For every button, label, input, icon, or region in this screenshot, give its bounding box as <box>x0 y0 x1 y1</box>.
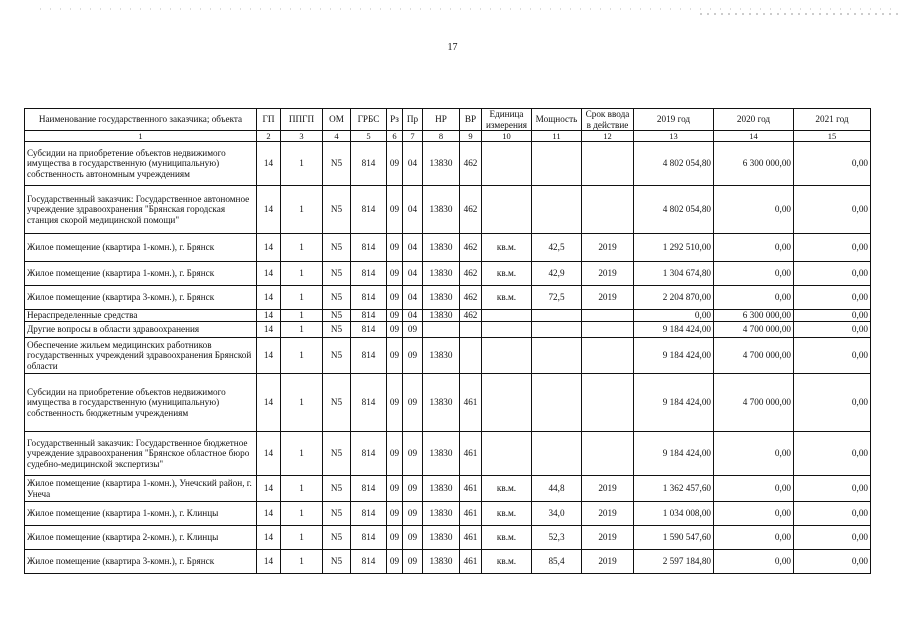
header-cell: ОМ <box>323 109 351 131</box>
header-cell: ППГП <box>281 109 323 131</box>
table-cell: 0,00 <box>714 234 794 262</box>
table-cell: 461 <box>460 526 482 550</box>
table-cell: 1 034 008,00 <box>634 502 714 526</box>
table-cell: 0,00 <box>714 502 794 526</box>
table-cell: 1 <box>281 338 323 374</box>
row-name-cell: Жилое помещение (квартира 1-комн.), г. Брянск <box>25 234 257 262</box>
table-cell: 09 <box>403 338 423 374</box>
table-cell: 52,3 <box>532 526 582 550</box>
header-cell: ГП <box>257 109 281 131</box>
column-number: 1 <box>25 131 257 142</box>
table-cell: 14 <box>257 262 281 286</box>
table-cell: 0,00 <box>714 476 794 502</box>
table-cell: N5 <box>323 322 351 338</box>
table-cell: 09 <box>403 550 423 574</box>
table-cell: 2019 <box>582 476 634 502</box>
table-row <box>25 550 871 574</box>
row-name-cell: Жилое помещение (квартира 2-комн.), г. Клинцы <box>25 526 257 550</box>
table-cell: 09 <box>403 322 423 338</box>
table-cell <box>532 142 582 186</box>
table-cell: 814 <box>351 476 387 502</box>
table-cell: 13830 <box>423 142 460 186</box>
header-cell: 2019 год <box>634 109 714 131</box>
table-cell: 0,00 <box>714 286 794 310</box>
table-cell: 4 700 000,00 <box>714 322 794 338</box>
table-cell: 09 <box>387 286 403 310</box>
table-cell: 461 <box>460 502 482 526</box>
table-cell: 2019 <box>582 286 634 310</box>
table-cell: 34,0 <box>532 502 582 526</box>
table-cell: 0,00 <box>634 310 714 322</box>
table-cell: 14 <box>257 526 281 550</box>
table-cell: 09 <box>387 338 403 374</box>
table-cell: 0,00 <box>714 550 794 574</box>
table-cell: 0,00 <box>794 432 871 476</box>
table-cell: 14 <box>257 374 281 432</box>
table-cell: 814 <box>351 502 387 526</box>
table-cell: кв.м. <box>482 550 532 574</box>
table-cell <box>582 186 634 234</box>
table-cell: 2 204 870,00 <box>634 286 714 310</box>
table-cell <box>482 338 532 374</box>
table-cell: 09 <box>387 432 403 476</box>
table-cell: 0,00 <box>794 476 871 502</box>
row-name-cell: Обеспечение жильем медицинских работников государственных учреждений здравоохранения Брянской области <box>25 338 257 374</box>
table-cell: 1 292 510,00 <box>634 234 714 262</box>
table-cell: 14 <box>257 310 281 322</box>
table-cell: 2 597 184,80 <box>634 550 714 574</box>
table-cell: 0,00 <box>794 186 871 234</box>
table-cell: 1 <box>281 186 323 234</box>
table-cell: 13830 <box>423 476 460 502</box>
table-cell: кв.м. <box>482 286 532 310</box>
column-number: 13 <box>634 131 714 142</box>
table-cell: 1 <box>281 310 323 322</box>
table-cell: 09 <box>403 374 423 432</box>
table-cell: 13830 <box>423 502 460 526</box>
header-cell: 2021 год <box>794 109 871 131</box>
table-cell: 1 <box>281 286 323 310</box>
table-cell: 04 <box>403 234 423 262</box>
table-cell <box>532 374 582 432</box>
table-cell: N5 <box>323 186 351 234</box>
table-cell: 09 <box>387 502 403 526</box>
header-cell: Рз <box>387 109 403 131</box>
table-cell: N5 <box>323 234 351 262</box>
column-number: 6 <box>387 131 403 142</box>
table-cell: 0,00 <box>794 310 871 322</box>
table-cell <box>482 374 532 432</box>
table-cell: N5 <box>323 374 351 432</box>
row-name-cell: Жилое помещение (квартира 3-комн.), г. Брянск <box>25 286 257 310</box>
table-row <box>25 262 871 286</box>
table-cell: 461 <box>460 550 482 574</box>
table-cell: 13830 <box>423 374 460 432</box>
table-cell: 1 <box>281 234 323 262</box>
table-cell: 09 <box>387 476 403 502</box>
table-cell: кв.м. <box>482 502 532 526</box>
table-cell: 85,4 <box>532 550 582 574</box>
table-cell: 0,00 <box>794 374 871 432</box>
table-cell: 0,00 <box>794 338 871 374</box>
page-number: 17 <box>447 42 458 53</box>
table-cell: 14 <box>257 286 281 310</box>
table-cell: 1 <box>281 432 323 476</box>
table-cell: N5 <box>323 262 351 286</box>
table-cell: 09 <box>403 526 423 550</box>
table-cell: 14 <box>257 234 281 262</box>
table-cell: 09 <box>387 262 403 286</box>
scan-edge-marks <box>0 0 905 18</box>
table-cell: 42,9 <box>532 262 582 286</box>
table-cell: 14 <box>257 476 281 502</box>
table-cell: 13830 <box>423 338 460 374</box>
header-cell: 2020 год <box>714 109 794 131</box>
table-cell: 09 <box>387 186 403 234</box>
table-cell: 2019 <box>582 262 634 286</box>
table-cell <box>532 338 582 374</box>
table-cell: N5 <box>323 310 351 322</box>
table-cell: 4 700 000,00 <box>714 338 794 374</box>
table-cell: 1 <box>281 374 323 432</box>
table-cell: 1 <box>281 476 323 502</box>
table-cell: 1 <box>281 262 323 286</box>
table-cell: 09 <box>403 432 423 476</box>
table-cell: 0,00 <box>794 234 871 262</box>
table-cell: 6 300 000,00 <box>714 142 794 186</box>
table-cell: 814 <box>351 262 387 286</box>
column-number: 14 <box>714 131 794 142</box>
table-cell: 09 <box>387 234 403 262</box>
table-body <box>25 142 871 574</box>
table-cell: 72,5 <box>532 286 582 310</box>
table-cell: 814 <box>351 286 387 310</box>
table-cell <box>582 142 634 186</box>
table-cell: 0,00 <box>794 262 871 286</box>
table-cell: 1 <box>281 502 323 526</box>
table-cell <box>423 322 460 338</box>
table-cell: 462 <box>460 186 482 234</box>
table-cell: 462 <box>460 262 482 286</box>
table-cell: 814 <box>351 432 387 476</box>
table-cell: N5 <box>323 476 351 502</box>
header-cell: Пр <box>403 109 423 131</box>
table-cell: 14 <box>257 432 281 476</box>
table-cell: 814 <box>351 374 387 432</box>
column-number: 5 <box>351 131 387 142</box>
table-cell <box>582 338 634 374</box>
header-cell: Единица измерения <box>482 109 532 131</box>
row-name-cell: Субсидии на приобретение объектов недвижимого имущества в государственную (муниципальную) собственность автономным учреждениям <box>25 142 257 186</box>
table-cell: 13830 <box>423 286 460 310</box>
header-cell: НР <box>423 109 460 131</box>
table-cell: N5 <box>323 142 351 186</box>
table-cell: 4 802 054,80 <box>634 186 714 234</box>
table-cell <box>532 186 582 234</box>
table-cell: 2019 <box>582 550 634 574</box>
table-cell: 9 184 424,00 <box>634 432 714 476</box>
table-cell: 6 300 000,00 <box>714 310 794 322</box>
table-cell: 09 <box>387 310 403 322</box>
table-cell: 462 <box>460 310 482 322</box>
row-name-cell: Государственный заказчик: Государственное бюджетное учреждение здравоохранения "Брянское областное бюро судебно-медицинской экспертизы" <box>25 432 257 476</box>
table-cell: 0,00 <box>714 262 794 286</box>
table-cell: 14 <box>257 142 281 186</box>
table-cell: 14 <box>257 550 281 574</box>
table-cell: 1 304 674,80 <box>634 262 714 286</box>
table-cell: 09 <box>387 374 403 432</box>
table-row <box>25 338 871 374</box>
table-cell: 13830 <box>423 186 460 234</box>
table-cell: 42,5 <box>532 234 582 262</box>
table-cell: 1 <box>281 142 323 186</box>
table-cell: 462 <box>460 286 482 310</box>
table-cell: N5 <box>323 338 351 374</box>
budget-table <box>24 108 871 574</box>
table-row <box>25 374 871 432</box>
table-cell: 09 <box>387 526 403 550</box>
column-number: 3 <box>281 131 323 142</box>
table-cell: 14 <box>257 502 281 526</box>
table-cell: 0,00 <box>714 526 794 550</box>
table-cell: 814 <box>351 338 387 374</box>
table-cell: 461 <box>460 374 482 432</box>
table-cell <box>482 322 532 338</box>
column-number: 9 <box>460 131 482 142</box>
table-cell: 0,00 <box>714 432 794 476</box>
column-number: 10 <box>482 131 532 142</box>
column-number: 15 <box>794 131 871 142</box>
table-row <box>25 322 871 338</box>
table-cell: 462 <box>460 234 482 262</box>
table-row <box>25 526 871 550</box>
row-name-cell: Другие вопросы в области здравоохранения <box>25 322 257 338</box>
row-name-cell: Субсидии на приобретение объектов недвижимого имущества в государственную (муниципальную) собственность бюджетным учреждениям <box>25 374 257 432</box>
table-cell: 1 <box>281 550 323 574</box>
table-cell: 2019 <box>582 502 634 526</box>
table-cell: 814 <box>351 186 387 234</box>
table-cell: 14 <box>257 338 281 374</box>
table-cell: 13830 <box>423 550 460 574</box>
table-cell: 0,00 <box>794 322 871 338</box>
table-cell <box>482 186 532 234</box>
table-cell: 09 <box>387 322 403 338</box>
table-cell: 09 <box>387 550 403 574</box>
table-cell <box>482 142 532 186</box>
row-name-cell: Государственный заказчик: Государственное автономное учреждение здравоохранения "Брянская городская станция скорой медицинской помощи" <box>25 186 257 234</box>
table-cell: кв.м. <box>482 476 532 502</box>
table-cell <box>460 322 482 338</box>
header-cell: ВР <box>460 109 482 131</box>
column-number: 4 <box>323 131 351 142</box>
table-cell: 461 <box>460 476 482 502</box>
table-cell: кв.м. <box>482 262 532 286</box>
table-cell: кв.м. <box>482 526 532 550</box>
header-cell: ГРБС <box>351 109 387 131</box>
column-number: 7 <box>403 131 423 142</box>
table-cell: 814 <box>351 142 387 186</box>
table-cell: 14 <box>257 186 281 234</box>
table-row <box>25 476 871 502</box>
column-number: 12 <box>582 131 634 142</box>
table-cell <box>532 310 582 322</box>
table-row <box>25 234 871 262</box>
table-cell: 04 <box>403 142 423 186</box>
table-cell <box>532 322 582 338</box>
header-row <box>25 109 871 131</box>
table-row <box>25 186 871 234</box>
table-cell: 814 <box>351 526 387 550</box>
table-cell <box>482 432 532 476</box>
column-number: 8 <box>423 131 460 142</box>
table-cell <box>582 374 634 432</box>
table-cell: 0,00 <box>794 526 871 550</box>
table-cell: N5 <box>323 286 351 310</box>
table-cell: 13830 <box>423 262 460 286</box>
table-cell: 462 <box>460 142 482 186</box>
column-number: 2 <box>257 131 281 142</box>
table-cell: 04 <box>403 286 423 310</box>
header-cell: Наименование государственного заказчика; объекта <box>25 109 257 131</box>
table-cell: 04 <box>403 310 423 322</box>
table-cell <box>532 432 582 476</box>
table-cell: 814 <box>351 550 387 574</box>
table-cell <box>482 310 532 322</box>
table-cell: 0,00 <box>714 186 794 234</box>
table-cell <box>582 432 634 476</box>
table-cell: N5 <box>323 432 351 476</box>
table-row <box>25 502 871 526</box>
table-cell: 1 <box>281 322 323 338</box>
table-cell: 2019 <box>582 526 634 550</box>
table-cell: 09 <box>403 502 423 526</box>
table-cell: 0,00 <box>794 502 871 526</box>
column-number: 11 <box>532 131 582 142</box>
row-name-cell: Жилое помещение (квартира 1-комн.), г. Клинцы <box>25 502 257 526</box>
table-cell: 04 <box>403 262 423 286</box>
table-row <box>25 286 871 310</box>
header-cell: Мощность <box>532 109 582 131</box>
row-name-cell: Жилое помещение (квартира 3-комн.), г. Брянск <box>25 550 257 574</box>
table-cell: 814 <box>351 310 387 322</box>
table-cell: 0,00 <box>794 286 871 310</box>
table-cell <box>460 338 482 374</box>
table-row <box>25 142 871 186</box>
header-cell: Срок ввода в действие <box>582 109 634 131</box>
table-row <box>25 310 871 322</box>
table-cell: 461 <box>460 432 482 476</box>
table-cell: 09 <box>403 476 423 502</box>
table-cell: 04 <box>403 186 423 234</box>
table-cell: 1 362 457,60 <box>634 476 714 502</box>
table-cell: N5 <box>323 526 351 550</box>
row-name-cell: Нераспределенные средства <box>25 310 257 322</box>
table-cell: 814 <box>351 234 387 262</box>
table-cell: 2019 <box>582 234 634 262</box>
table-cell: 14 <box>257 322 281 338</box>
column-number-row <box>25 131 871 142</box>
table-cell: N5 <box>323 502 351 526</box>
table-cell: 4 802 054,80 <box>634 142 714 186</box>
table-cell: 9 184 424,00 <box>634 374 714 432</box>
table-cell: 13830 <box>423 432 460 476</box>
table-cell: 44,8 <box>532 476 582 502</box>
table-cell: 1 590 547,60 <box>634 526 714 550</box>
table-cell: 09 <box>387 142 403 186</box>
table-cell: 9 184 424,00 <box>634 322 714 338</box>
table-cell: 0,00 <box>794 142 871 186</box>
table-cell: 13830 <box>423 310 460 322</box>
table-cell <box>582 322 634 338</box>
table-cell: кв.м. <box>482 234 532 262</box>
table-cell: 9 184 424,00 <box>634 338 714 374</box>
table-cell: 13830 <box>423 234 460 262</box>
table-cell: 0,00 <box>794 550 871 574</box>
table-cell <box>582 310 634 322</box>
table-cell: 13830 <box>423 526 460 550</box>
table-cell: 4 700 000,00 <box>714 374 794 432</box>
table-cell: N5 <box>323 550 351 574</box>
row-name-cell: Жилое помещение (квартира 1-комн.), г. Брянск <box>25 262 257 286</box>
table-row <box>25 432 871 476</box>
table-cell: 814 <box>351 322 387 338</box>
row-name-cell: Жилое помещение (квартира 1-комн.), Унечский район, г. Унеча <box>25 476 257 502</box>
table-cell: 1 <box>281 526 323 550</box>
